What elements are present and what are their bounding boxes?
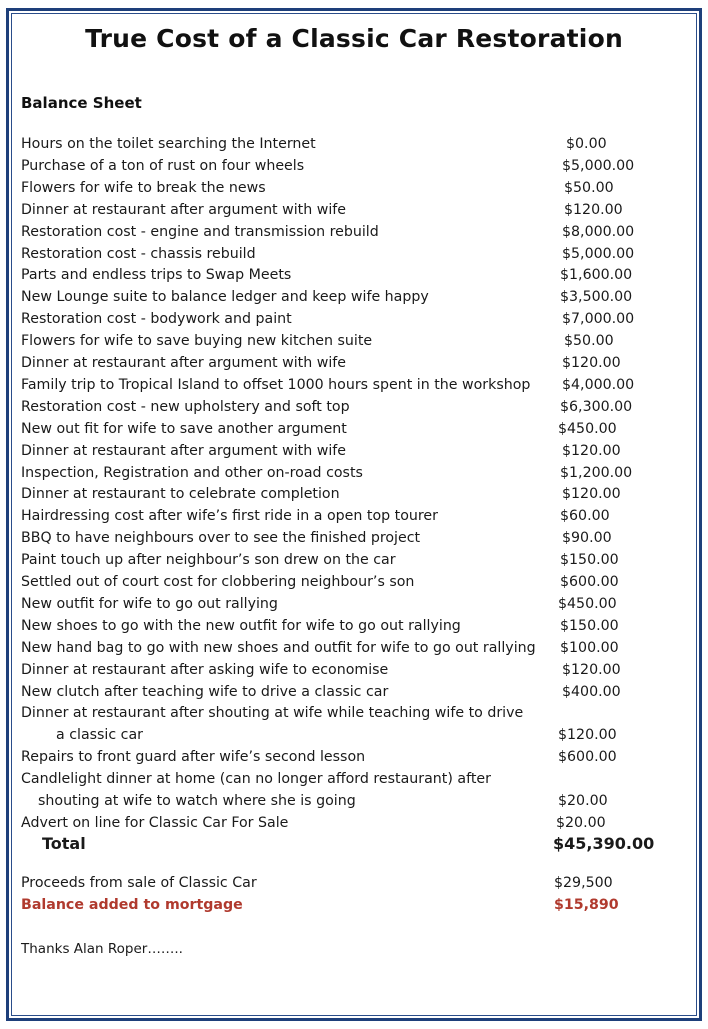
line-item-label: Settled out of court cost for clobbering neighbour’s son bbox=[21, 574, 415, 590]
line-item-amount: $1,600.00 bbox=[560, 267, 633, 284]
balance-label: Balance added to mortgage bbox=[21, 897, 243, 913]
line-item-label: New clutch after teaching wife to drive a classic car bbox=[21, 683, 389, 700]
line-item-label: Dinner at restaurant after argument with wife bbox=[21, 355, 347, 371]
proceeds-label: Proceeds from sale of Classic Car bbox=[21, 875, 257, 891]
line-item-amount: $5,000.00 bbox=[562, 245, 635, 262]
line-item-amount: $20.00 bbox=[556, 814, 606, 831]
line-item-label: Advert on line for Classic Car For Sale bbox=[21, 814, 289, 831]
line-item-amount: $50.00 bbox=[564, 333, 614, 350]
line-item-continuation: a classic car bbox=[56, 727, 144, 744]
line-item-amount: $120.00 bbox=[562, 442, 621, 459]
line-item-amount: $150.00 bbox=[560, 617, 619, 634]
line-item-label: Repairs to front guard after wife’s second lesson bbox=[21, 749, 366, 766]
line-item-label: Hairdressing cost after wife’s first ride in a open top tourer bbox=[21, 508, 438, 525]
page-title: True Cost of a Classic Car Restoration bbox=[85, 24, 623, 53]
line-item-amount: $120.00 bbox=[562, 355, 621, 371]
line-item-label: Restoration cost - engine and transmission rebuild bbox=[21, 223, 379, 240]
line-item-label: Dinner at restaurant after shouting at wife while teaching wife to drive bbox=[21, 705, 524, 722]
line-item-amount: $400.00 bbox=[562, 683, 621, 700]
line-item-label: Restoration cost - chassis rebuild bbox=[21, 245, 256, 262]
line-item-label: Purchase of a ton of rust on four wheels bbox=[21, 157, 305, 174]
line-item-label: New out fit for wife to save another argument bbox=[21, 420, 347, 437]
line-item-amount: $600.00 bbox=[560, 574, 619, 590]
line-item-amount: $50.00 bbox=[564, 179, 614, 196]
line-item-label: Dinner at restaurant after argument with wife bbox=[21, 442, 347, 459]
line-item-amount: $120.00 bbox=[564, 201, 623, 218]
line-item-label: Hours on the toilet searching the Internet bbox=[21, 136, 316, 152]
line-item-label: Parts and endless trips to Swap Meets bbox=[21, 267, 292, 284]
line-item-amount: $8,000.00 bbox=[562, 223, 635, 240]
line-item-label: Flowers for wife to save buying new kitchen suite bbox=[21, 333, 373, 350]
line-item-label: Candlelight dinner at home (can no longer afford restaurant) after bbox=[21, 771, 491, 788]
line-item-amount: $5,000.00 bbox=[562, 157, 635, 174]
line-item-amount: $120.00 bbox=[562, 486, 621, 503]
line-item-continuation: shouting at wife to watch where she is going bbox=[38, 793, 356, 809]
line-item-label: Dinner at restaurant after argument with wife bbox=[21, 201, 347, 218]
thanks-signoff: Thanks Alan Roper…….. bbox=[21, 941, 183, 957]
line-item-amount: $20.00 bbox=[558, 793, 608, 809]
line-item-label: Restoration cost - new upholstery and soft top bbox=[21, 398, 350, 415]
line-item-amount: $6,300.00 bbox=[560, 398, 633, 415]
line-item-label: Flowers for wife to break the news bbox=[21, 179, 266, 196]
line-item-label: New shoes to go with the new outfit for wife to go out rallying bbox=[21, 617, 461, 634]
line-item-label: Inspection, Registration and other on-road costs bbox=[21, 464, 363, 481]
line-item-label: BBQ to have neighbours over to see the finished project bbox=[21, 530, 421, 547]
line-item-amount: $7,000.00 bbox=[562, 311, 635, 328]
line-item-amount: $60.00 bbox=[560, 508, 610, 525]
line-item-amount: $120.00 bbox=[558, 727, 617, 744]
balance-amount: $15,890 bbox=[554, 897, 619, 913]
line-item-amount: $600.00 bbox=[558, 749, 617, 766]
line-item-amount: $450.00 bbox=[558, 595, 617, 612]
line-item-amount: $3,500.00 bbox=[560, 289, 633, 306]
line-item-label: New hand bag to go with new shoes and outfit for wife to go out rallying bbox=[21, 639, 536, 656]
total-label: Total bbox=[42, 834, 86, 853]
proceeds-amount: $29,500 bbox=[554, 875, 613, 891]
line-item-amount: $450.00 bbox=[558, 420, 617, 437]
line-item-label: Dinner at restaurant to celebrate completion bbox=[21, 486, 340, 503]
line-item-amount: $150.00 bbox=[560, 552, 619, 569]
line-item-label: New Lounge suite to balance ledger and keep wife happy bbox=[21, 289, 429, 306]
section-heading: Balance Sheet bbox=[21, 94, 142, 112]
line-item-amount: $4,000.00 bbox=[562, 376, 635, 393]
line-item-label: Restoration cost - bodywork and paint bbox=[21, 311, 292, 328]
line-item-label: Family trip to Tropical Island to offset 1000 hours spent in the workshop bbox=[21, 376, 531, 393]
line-item-amount: $0.00 bbox=[566, 136, 607, 152]
line-item-amount: $100.00 bbox=[560, 639, 619, 656]
line-item-label: Dinner at restaurant after asking wife to economise bbox=[21, 661, 389, 678]
line-item-amount: $1,200.00 bbox=[560, 464, 633, 481]
line-item-label: Paint touch up after neighbour’s son drew on the car bbox=[21, 552, 396, 569]
total-amount: $45,390.00 bbox=[553, 834, 655, 853]
line-item-label: New outfit for wife to go out rallying bbox=[21, 595, 278, 612]
line-item-amount: $120.00 bbox=[562, 661, 621, 678]
line-item-amount: $90.00 bbox=[562, 530, 612, 547]
